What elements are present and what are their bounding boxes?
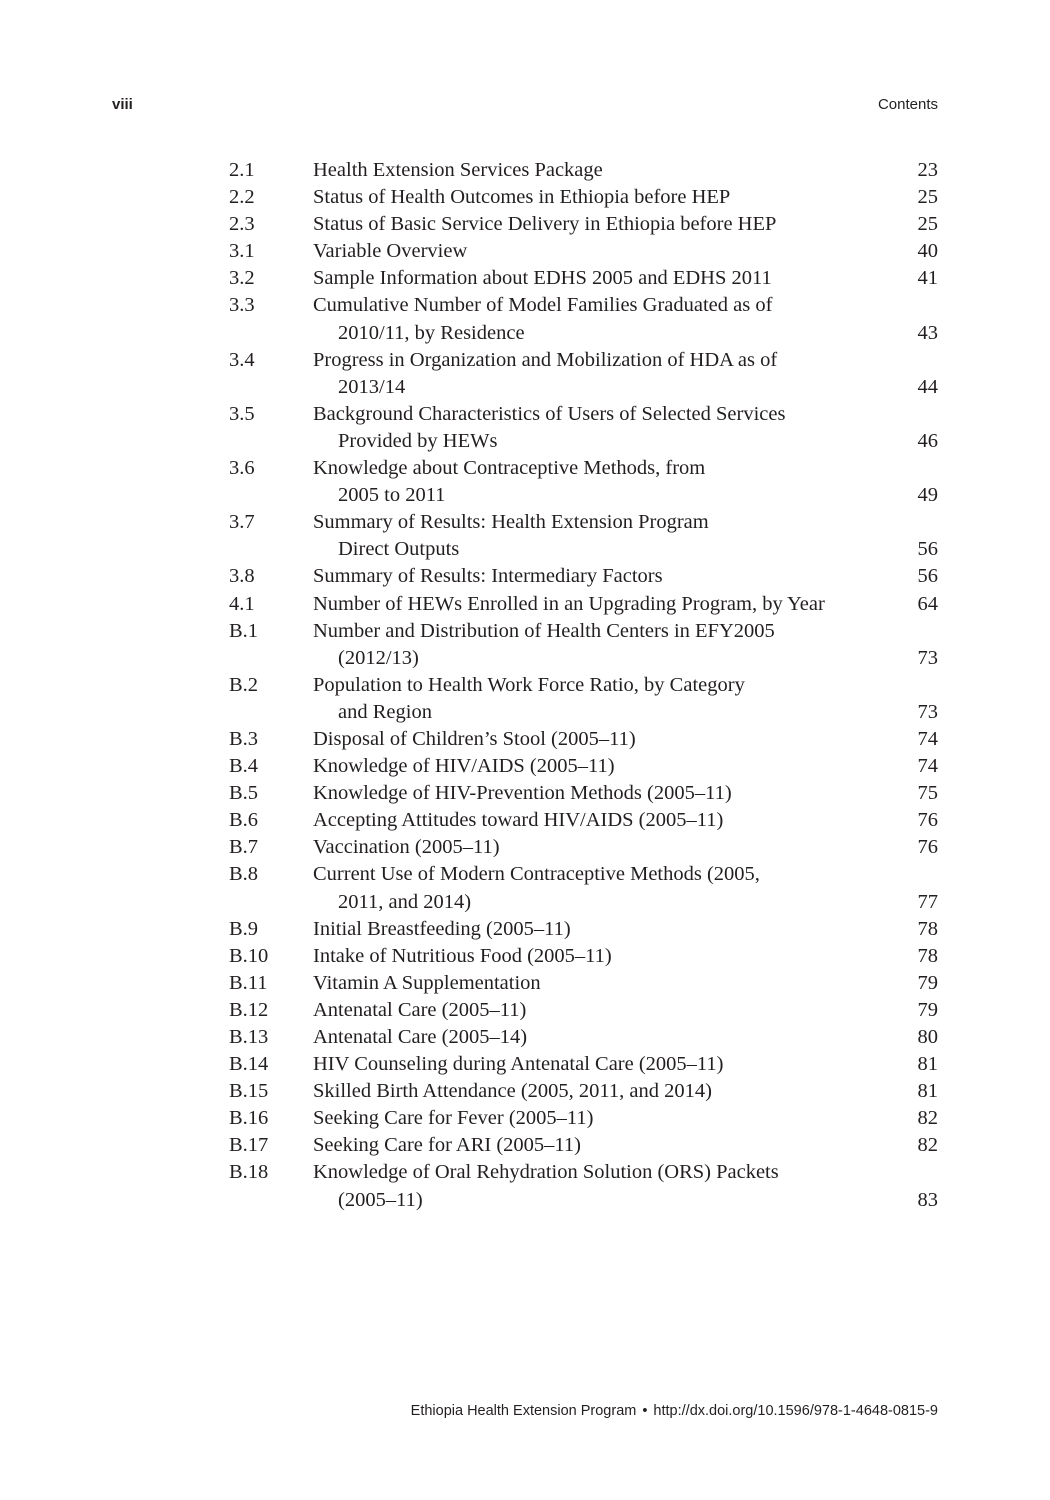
title-line: Population to Health Work Force Ratio, by Category xyxy=(313,673,745,696)
toc-entry[interactable] xyxy=(229,916,938,943)
title-line: Status of Basic Service Delivery in Ethiopia before HEP xyxy=(313,213,777,236)
page-number-ref: 78 xyxy=(917,944,938,967)
page-number-ref: 76 xyxy=(917,809,938,832)
table-number: 3.4 xyxy=(229,348,255,371)
toc-entry[interactable] xyxy=(229,753,938,780)
table-of-contents xyxy=(229,157,938,1214)
title-line: Number and Distribution of Health Centers in EFY2005 xyxy=(313,619,775,642)
page-number-ref: 78 xyxy=(917,917,938,940)
title-line: Status of Health Outcomes in Ethiopia before HEP xyxy=(313,186,731,209)
table-number: 3.5 xyxy=(229,402,255,425)
toc-entry[interactable] xyxy=(229,970,938,997)
table-title xyxy=(313,672,898,726)
page-number-ref: 81 xyxy=(917,1080,938,1103)
table-title xyxy=(313,753,898,780)
title-continuation-line: 2005 to 2011 xyxy=(338,484,446,507)
table-title xyxy=(313,1051,898,1078)
book-title: Ethiopia Health Extension Program xyxy=(410,1403,637,1419)
table-number: B.3 xyxy=(229,727,259,750)
table-number: B.10 xyxy=(229,944,269,967)
table-title xyxy=(313,834,898,861)
title-line: Number of HEWs Enrolled in an Upgrading Program, by Year xyxy=(313,592,825,615)
table-title xyxy=(313,563,898,590)
table-number: 2.2 xyxy=(229,186,255,209)
page-number-ref: 81 xyxy=(917,1053,938,1076)
bullet-separator: • xyxy=(642,1403,648,1419)
page-number-ref: 41 xyxy=(917,267,938,290)
title-line: Progress in Organization and Mobilization of HDA as of xyxy=(313,348,778,371)
table-title xyxy=(313,1132,898,1159)
table-title xyxy=(313,157,898,184)
title-line: Variable Overview xyxy=(313,240,468,263)
page-footer xyxy=(411,1403,938,1419)
table-number: B.18 xyxy=(229,1161,269,1184)
table-number: B.9 xyxy=(229,917,259,940)
page-number-ref: 56 xyxy=(917,538,938,561)
table-number: 3.7 xyxy=(229,511,255,534)
title-continuation-line: 2010/11, by Residence xyxy=(338,321,525,344)
table-number: 2.1 xyxy=(229,159,255,181)
title-line: Health Extension Services Package xyxy=(313,159,603,181)
table-number: 3.8 xyxy=(229,565,255,588)
table-title xyxy=(313,184,898,211)
title-continuation-line: (2005–11) xyxy=(338,1188,423,1211)
section-title: Contents xyxy=(877,96,938,113)
title-continuation-line: 2013/14 xyxy=(338,375,406,398)
table-title xyxy=(313,238,898,265)
page-number-ref: 44 xyxy=(917,375,938,398)
page-number-ref: 56 xyxy=(917,565,938,588)
title-continuation-line: and Region xyxy=(338,700,432,723)
table-title xyxy=(313,1105,898,1132)
title-continuation-line: 2011, and 2014) xyxy=(338,890,472,913)
title-line: Vaccination (2005–11) xyxy=(313,836,500,859)
page-number-ref: 74 xyxy=(917,755,938,778)
page-number-ref: 40 xyxy=(917,240,938,263)
table-title xyxy=(313,292,898,346)
title-line: Knowledge of Oral Rehydration Solution (ORS) Packets xyxy=(313,1161,779,1184)
table-title xyxy=(313,726,898,753)
table-number: B.15 xyxy=(229,1080,269,1103)
table-number: B.4 xyxy=(229,755,259,778)
table-number: B.2 xyxy=(229,673,259,696)
table-number: B.7 xyxy=(229,836,259,859)
table-title xyxy=(313,861,898,915)
table-title xyxy=(313,943,898,970)
toc-entry[interactable] xyxy=(229,563,938,590)
table-title xyxy=(313,997,898,1024)
table-title xyxy=(313,591,898,618)
toc-entry[interactable] xyxy=(229,861,938,915)
title-line: Seeking Care for ARI (2005–11) xyxy=(313,1134,581,1157)
page-number-ref: 80 xyxy=(917,1026,938,1048)
toc-entry[interactable] xyxy=(229,184,938,211)
title-continuation-line: (2012/13) xyxy=(338,646,419,669)
table-title xyxy=(313,780,898,807)
page-number-ref: 23 xyxy=(917,159,938,181)
toc-entry[interactable] xyxy=(229,591,938,618)
table-title xyxy=(313,211,898,238)
page-number-ref: 82 xyxy=(917,1107,938,1130)
table-title xyxy=(313,265,898,292)
table-title xyxy=(313,618,898,672)
table-number: B.11 xyxy=(229,971,268,994)
page-number-ref: 25 xyxy=(917,186,938,209)
title-line: Summary of Results: Health Extension Program xyxy=(313,511,709,534)
title-line: Knowledge of HIV-Prevention Methods (2005–11) xyxy=(313,782,732,805)
toc-entry[interactable] xyxy=(229,672,938,726)
table-title xyxy=(313,455,898,509)
toc-entry[interactable] xyxy=(229,238,938,265)
toc-entry[interactable] xyxy=(229,455,938,509)
title-line: Antenatal Care (2005–14) xyxy=(313,1026,528,1048)
table-title xyxy=(313,1159,898,1213)
page-number-ref: 73 xyxy=(917,700,938,723)
table-number: B.14 xyxy=(229,1053,269,1076)
toc-entry[interactable] xyxy=(229,726,938,753)
running-head xyxy=(112,96,938,116)
page-number-ref: 64 xyxy=(917,592,938,615)
page-number-ref: 83 xyxy=(917,1188,938,1211)
page-number-ref: 25 xyxy=(917,213,938,236)
toc-entry[interactable] xyxy=(229,618,938,672)
title-line: Background Characteristics of Users of Selected Services xyxy=(313,402,786,425)
page-number-ref: 82 xyxy=(917,1134,938,1157)
title-line: Intake of Nutritious Food (2005–11) xyxy=(313,944,612,967)
table-title xyxy=(313,1024,898,1051)
toc-entry[interactable] xyxy=(229,997,938,1024)
title-line: Vitamin A Supplementation xyxy=(313,971,541,994)
title-line: Accepting Attitudes toward HIV/AIDS (2005–11) xyxy=(313,809,724,832)
table-title xyxy=(313,916,898,943)
table-number: 3.3 xyxy=(229,294,255,317)
title-line: Summary of Results: Intermediary Factors xyxy=(313,565,663,588)
table-number: 2.3 xyxy=(229,213,255,236)
page-number: viii xyxy=(112,96,133,113)
title-line: Antenatal Care (2005–11) xyxy=(313,998,527,1021)
table-number: 3.2 xyxy=(229,267,255,290)
title-line: Knowledge about Contraceptive Methods, from xyxy=(313,457,706,480)
toc-entry[interactable] xyxy=(229,1159,938,1213)
title-line: Seeking Care for Fever (2005–11) xyxy=(313,1107,594,1130)
toc-entry[interactable] xyxy=(229,1078,938,1105)
table-number: B.1 xyxy=(229,619,259,642)
page-number-ref: 73 xyxy=(917,646,938,669)
table-title xyxy=(313,970,898,997)
toc-entry[interactable] xyxy=(229,1051,938,1078)
toc-entry[interactable] xyxy=(229,401,938,455)
table-title xyxy=(313,347,898,401)
table-number: 3.6 xyxy=(229,457,255,480)
title-continuation-line: Provided by HEWs xyxy=(338,429,498,452)
title-line: Disposal of Children’s Stool (2005–11) xyxy=(313,727,636,750)
table-number: B.8 xyxy=(229,863,259,886)
toc-entry[interactable] xyxy=(229,347,938,401)
toc-entry[interactable] xyxy=(229,265,938,292)
table-number: B.5 xyxy=(229,782,259,805)
page-number-ref: 43 xyxy=(917,321,938,344)
table-number: B.6 xyxy=(229,809,259,832)
title-line: Cumulative Number of Model Families Graduated as of xyxy=(313,294,773,317)
toc-entry[interactable] xyxy=(229,1132,938,1159)
toc-entry[interactable] xyxy=(229,1105,938,1132)
page-number-ref: 76 xyxy=(917,836,938,859)
toc-entry[interactable] xyxy=(229,807,938,834)
table-number: B.16 xyxy=(229,1107,269,1130)
page-number-ref: 49 xyxy=(917,484,938,507)
title-line: Sample Information about EDHS 2005 and EDHS 2011 xyxy=(313,267,772,290)
page-number-ref: 46 xyxy=(917,429,938,452)
toc-entry[interactable] xyxy=(229,943,938,970)
toc-entry[interactable] xyxy=(229,292,938,346)
title-continuation-line: Direct Outputs xyxy=(338,538,460,561)
table-number: B.13 xyxy=(229,1026,269,1048)
table-title xyxy=(313,1078,898,1105)
toc-entry[interactable] xyxy=(229,834,938,861)
page-number-ref: 79 xyxy=(917,971,938,994)
table-title xyxy=(313,807,898,834)
page-number-ref: 79 xyxy=(917,998,938,1021)
table-number: 4.1 xyxy=(229,592,255,615)
title-line: Initial Breastfeeding (2005–11) xyxy=(313,917,571,940)
table-number: 3.1 xyxy=(229,240,255,263)
toc-entry[interactable] xyxy=(229,509,938,563)
table-title xyxy=(313,401,898,455)
table-number: B.12 xyxy=(229,998,269,1021)
doi-link[interactable]: http://dx.doi.org/10.1596/978-1-4648-0815-9 xyxy=(653,1403,938,1419)
page-number-ref: 74 xyxy=(917,727,938,750)
toc-entry[interactable] xyxy=(229,780,938,807)
page-number-ref: 77 xyxy=(917,890,938,913)
toc-entry[interactable] xyxy=(229,157,938,184)
page-number-ref: 75 xyxy=(917,782,938,805)
title-line: Skilled Birth Attendance (2005, 2011, and 2014) xyxy=(313,1080,712,1103)
toc-entry[interactable] xyxy=(229,211,938,238)
table-number: B.17 xyxy=(229,1134,269,1157)
title-line: HIV Counseling during Antenatal Care (2005–11) xyxy=(313,1053,724,1076)
title-line: Knowledge of HIV/AIDS (2005–11) xyxy=(313,755,615,778)
toc-entry[interactable] xyxy=(229,1024,938,1051)
table-title xyxy=(313,509,898,563)
title-line: Current Use of Modern Contraceptive Methods (2005, xyxy=(313,863,760,886)
